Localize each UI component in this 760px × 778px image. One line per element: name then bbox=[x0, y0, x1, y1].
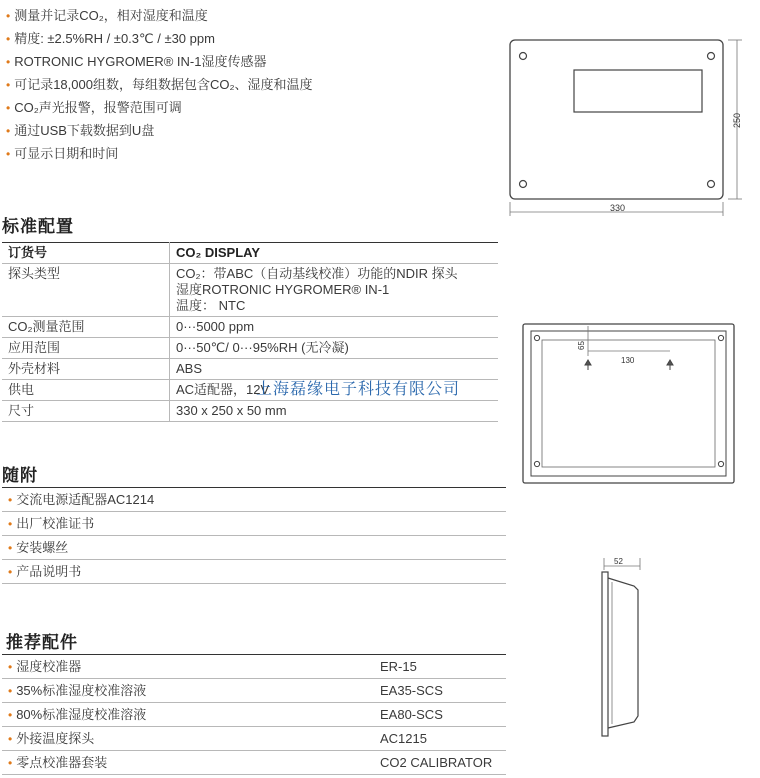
mount-hook-icon bbox=[667, 360, 673, 370]
list-item: • 产品说明书 bbox=[2, 560, 506, 584]
screw-hole-icon bbox=[520, 181, 527, 188]
spec-value-line: 温度： NTC bbox=[176, 298, 246, 313]
side-front-panel bbox=[602, 572, 608, 736]
screw-hole-icon bbox=[708, 181, 715, 188]
list-item: • 零点校准器套装 CO2 CALIBRATOR bbox=[2, 751, 506, 775]
spec-value: 0···50℃/ 0···95%RH (无冷凝) bbox=[170, 338, 499, 359]
bullet-icon: • bbox=[6, 32, 11, 46]
table-row bbox=[2, 401, 498, 422]
accessories-list bbox=[2, 487, 506, 584]
bullet-icon: • bbox=[6, 78, 11, 92]
feature-item: • 测量并记录CO₂，相对湿度和温度 bbox=[6, 8, 208, 23]
bullet-icon: • bbox=[8, 756, 13, 770]
table-row bbox=[2, 338, 498, 359]
list-item: • 湿度校准器 ER-15 bbox=[2, 655, 506, 679]
bullet-icon: • bbox=[8, 684, 13, 698]
feature-item: • ROTRONIC HYGROMER® IN-1湿度传感器 bbox=[6, 54, 267, 69]
recommended-list bbox=[2, 654, 506, 775]
side-view-drawing bbox=[594, 556, 644, 738]
list-item: • 安装螺丝 bbox=[2, 536, 506, 560]
width-dimension-label: 330 bbox=[610, 203, 626, 213]
feature-item: • CO₂声光报警，报警范围可调 bbox=[6, 100, 182, 115]
feature-item: • 可显示日期和时间 bbox=[6, 146, 119, 161]
back-outer-outline bbox=[523, 324, 734, 483]
front-view-drawing bbox=[506, 34, 752, 220]
mount-spacing-label: 130 bbox=[621, 356, 635, 365]
feature-list bbox=[6, 4, 366, 165]
bullet-icon: • bbox=[8, 565, 13, 579]
spec-value-line: CO₂：带ABC（自动基线校准）功能的NDIR 探头 bbox=[176, 266, 458, 281]
screw-hole-icon bbox=[520, 53, 527, 60]
bullet-icon: • bbox=[6, 101, 11, 115]
feature-item: • 通过USB下载数据到U盘 bbox=[6, 123, 155, 138]
list-item: • 35%标准湿度校准溶液 EA35-SCS bbox=[2, 679, 506, 703]
spec-value: ABS bbox=[170, 359, 499, 380]
part-code: ER-15 bbox=[380, 659, 417, 674]
bullet-icon: • bbox=[6, 124, 11, 138]
spec-key: 探头类型 bbox=[2, 264, 170, 317]
company-watermark: 上海磊缘电子科技有限公司 bbox=[256, 381, 461, 398]
part-code: CO2 CALIBRATOR bbox=[380, 755, 493, 770]
bullet-icon: • bbox=[8, 517, 13, 531]
bullet-icon: • bbox=[8, 493, 13, 507]
spec-key: CO₂测量范围 bbox=[2, 317, 170, 338]
bullet-icon: • bbox=[8, 708, 13, 722]
table-row bbox=[2, 317, 498, 338]
spec-key: 外壳材料 bbox=[2, 359, 170, 380]
standard-config-title: 标准配置 bbox=[2, 217, 74, 236]
spec-key: 尺寸 bbox=[2, 401, 170, 422]
feature-item: • 可记录18,000组数，每组数据包含CO₂、湿度和温度 bbox=[6, 77, 313, 92]
bullet-icon: • bbox=[6, 9, 11, 23]
spec-value: AC适配器，12V bbox=[170, 380, 499, 401]
spec-value: 0···5000 ppm bbox=[170, 317, 499, 338]
recommended-title: 推荐配件 bbox=[6, 633, 78, 652]
height-dimension-label: 250 bbox=[732, 112, 742, 128]
table-row bbox=[2, 243, 498, 264]
enclosure-outline bbox=[510, 40, 723, 199]
bullet-icon: • bbox=[6, 55, 11, 69]
table-row bbox=[2, 264, 498, 317]
list-item: • 80%标准湿度校准溶液 EA80-SCS bbox=[2, 703, 506, 727]
side-housing-outline bbox=[608, 578, 638, 728]
back-view-drawing bbox=[520, 318, 740, 488]
mount-hook-icon bbox=[585, 360, 591, 370]
part-code: EA80-SCS bbox=[380, 707, 443, 722]
back-inner-outline bbox=[531, 331, 726, 476]
bullet-icon: • bbox=[8, 732, 13, 746]
bullet-icon: • bbox=[6, 147, 11, 161]
depth-dimension-label: 52 bbox=[614, 557, 623, 566]
list-item: • 外接温度探头 AC1215 bbox=[2, 727, 506, 751]
list-item: • 出厂校准证书 bbox=[2, 512, 506, 536]
spec-value-line: 湿度ROTRONIC HYGROMER® IN-1 bbox=[176, 282, 390, 297]
list-item: • 交流电源适配器AC1214 bbox=[2, 488, 506, 512]
spec-value: 330 x 250 x 50 mm bbox=[170, 401, 499, 422]
mount-offset-label: 65 bbox=[577, 341, 586, 350]
spec-key: 供电 bbox=[2, 380, 170, 401]
screw-hole-icon bbox=[708, 53, 715, 60]
part-code: AC1215 bbox=[380, 731, 427, 746]
bullet-icon: • bbox=[8, 541, 13, 555]
part-code: EA35-SCS bbox=[380, 683, 443, 698]
display-window bbox=[574, 70, 702, 112]
bullet-icon: • bbox=[8, 660, 13, 674]
spec-value-multiline bbox=[170, 264, 499, 317]
spec-key: 订货号 bbox=[2, 243, 170, 264]
accessories-title: 随附 bbox=[2, 466, 38, 485]
feature-item: • 精度: ±2.5%RH / ±0.3℃ / ±30 ppm bbox=[6, 31, 215, 46]
spec-value: CO₂ DISPLAY bbox=[170, 243, 499, 264]
spec-key: 应用范围 bbox=[2, 338, 170, 359]
